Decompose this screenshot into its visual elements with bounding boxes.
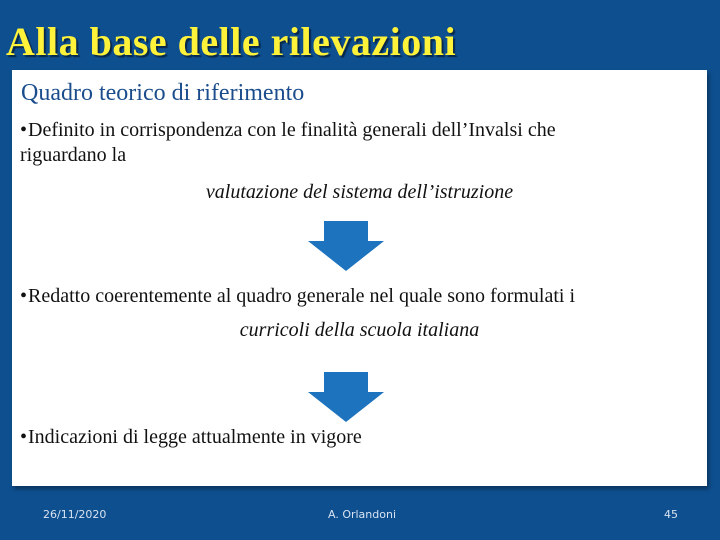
slide-title: Alla base delle rilevazioni: [6, 19, 457, 64]
bullet-2-emphasis: curricoli della scuola italiana: [239, 319, 480, 341]
footer-author: A. Orlandoni: [328, 508, 397, 521]
down-arrow-icon: [308, 221, 384, 271]
bullet-2-text: Redatto coerentemente al quadro generale nel quale sono formulati i: [28, 285, 576, 307]
bullet-1-text: Definito in corrispondenza con le finalità generali dell’Invalsi che: [28, 119, 556, 141]
footer-date: 26/11/2020: [43, 508, 107, 521]
bullet-1-text-continued: riguardano la: [20, 144, 127, 166]
bullet-item-3: [20, 425, 700, 450]
slide-subtitle: Quadro teorico di riferimento: [21, 80, 305, 106]
footer-page-number: 45: [664, 508, 678, 521]
bullet-item-1: [20, 118, 700, 168]
bullet-icon: •: [20, 119, 28, 141]
bullet-item-2: [20, 284, 710, 309]
down-arrow-icon: [308, 372, 384, 422]
bullet-icon: •: [20, 426, 28, 448]
bullet-1-emphasis: valutazione del sistema dell’istruzione: [205, 181, 514, 203]
content-panel: [12, 70, 707, 486]
bullet-3-text: Indicazioni di legge attualmente in vigore: [28, 426, 362, 448]
bullet-icon: •: [20, 285, 28, 307]
